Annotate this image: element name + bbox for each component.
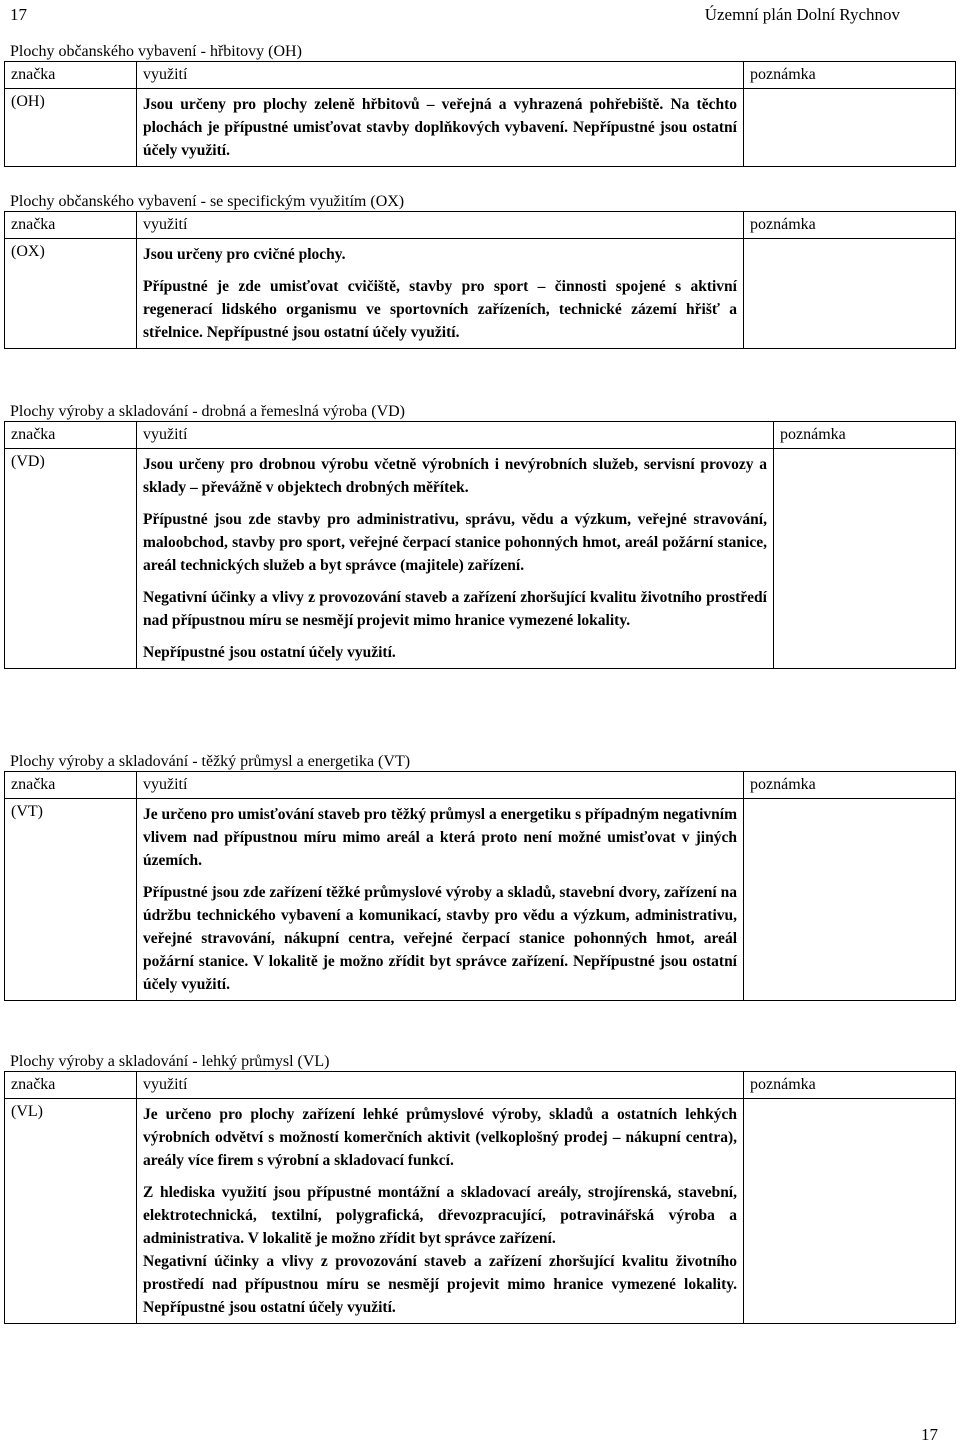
header-note: poznámka (744, 1072, 956, 1099)
area-code: (OX) (5, 239, 137, 349)
usage-paragraph: Negativní účinky a vlivy z provozování staveb a zařízení zhoršující kvalitu životního prostředí nad přípustnou míru se nesmějí projevit mimo hranice vymezené lokality. (143, 589, 767, 629)
note-cell (744, 1099, 956, 1324)
note-cell (744, 89, 956, 167)
table-row (5, 239, 956, 349)
area-code: (VL) (5, 1099, 137, 1324)
header-usage: využití (137, 1072, 744, 1099)
table-header-row (5, 772, 956, 799)
table-row (5, 799, 956, 1001)
table-header-row (5, 212, 956, 239)
note-cell (744, 799, 956, 1001)
section-title: Plochy občanského vybavení - se specifickým využitím (OX) (10, 193, 405, 210)
usage-paragraph: Nepřípustné jsou ostatní účely využití. (143, 644, 396, 661)
header-code: značka (5, 422, 137, 449)
page-number-bottom: 17 (921, 1425, 938, 1444)
section-vd (4, 402, 956, 669)
usage-cell (137, 1099, 744, 1324)
note-cell (774, 449, 956, 669)
header-code: značka (5, 212, 137, 239)
page-header (10, 5, 900, 29)
header-usage: využití (137, 212, 744, 239)
usage-cell (137, 799, 744, 1001)
regulation-table (4, 211, 956, 349)
area-code: (VT) (5, 799, 137, 1001)
table-header-row (5, 422, 956, 449)
header-usage: využití (137, 62, 744, 89)
header-note: poznámka (744, 212, 956, 239)
header-note: poznámka (744, 772, 956, 799)
section-vl (4, 1052, 956, 1324)
regulation-table (4, 771, 956, 1001)
usage-cell (137, 449, 774, 669)
header-note: poznámka (774, 422, 956, 449)
section-title: Plochy výroby a skladování - drobná a řemeslná výroba (VD) (10, 403, 405, 420)
usage-cell (137, 89, 744, 167)
table-header-row (5, 1072, 956, 1099)
section-title: Plochy výroby a skladování - těžký průmysl a energetika (VT) (10, 753, 411, 770)
usage-paragraph: Jsou určeny pro cvičné plochy. (143, 246, 346, 263)
table-row (5, 1099, 956, 1324)
usage-paragraph: Z hlediska využití jsou přípustné montážní a skladovací areály, strojírenská, stavební, elektrotechnická, textilní, polygrafická, dřevozpracující, potravinářská výroba a administrativa. V lokalitě je možno zřídit byt správce zařízení. (143, 1184, 737, 1247)
table-row (5, 449, 956, 669)
document-title: Územní plán Dolní Rychnov (704, 5, 900, 24)
table-header-row (5, 62, 956, 89)
usage-paragraph: Přípustné jsou zde zařízení těžké průmyslové výroby a skladů, stavební dvory, zařízení na údržbu technického vybavení a komunikací, stavby pro vědu a výzkum, administrativu, veřejné stravování, nákupní centra, veřejné čerpací stanice pohonných hmot, areál požární stanice. V lokalitě je možno zřídit byt správce zařízení. Nepřípustné jsou ostatní účely využití. (143, 884, 737, 993)
note-cell (744, 239, 956, 349)
regulation-table (4, 61, 956, 167)
section-title: Plochy občanského vybavení - hřbitovy (OH) (10, 43, 302, 60)
header-code: značka (5, 62, 137, 89)
regulation-table (4, 1071, 956, 1324)
usage-paragraph: Přípustné jsou zde stavby pro administrativu, správu, vědu a výzkum, veřejné stravování, maloobchod, stavby pro sport, veřejné čerpací stanice pohonných hmot, areál požární stanice, areál technických služeb a byt správce (majitele) zařízení. (143, 511, 767, 574)
page-number-top: 17 (10, 5, 27, 24)
header-note: poznámka (744, 62, 956, 89)
usage-cell (137, 239, 744, 349)
usage-paragraph: Jsou určeny pro plochy zeleně hřbitovů – veřejná a vyhrazená pohřebiště. Na těchto plochách je přípustné umisťovat stavby doplňkových vybavení. Nepřípustné jsou ostatní účely využití. (143, 96, 737, 159)
usage-paragraph: Přípustné je zde umisťovat cvičiště, stavby pro sport – činnosti spojené s aktivní regenerací lidského organismu ve sportovních zařízeních, technické zázemí hřišť a střelnice. Nepřípustné jsou ostatní účely využití. (143, 278, 737, 341)
regulation-table (4, 421, 956, 669)
usage-paragraph: Jsou určeny pro drobnou výrobu včetně výrobních i nevýrobních služeb, servisní provozy a sklady – převážně v objektech drobných měřítek. (143, 456, 767, 496)
section-vt (4, 752, 956, 1001)
area-code: (VD) (5, 449, 137, 669)
area-code: (OH) (5, 89, 137, 167)
header-code: značka (5, 772, 137, 799)
usage-paragraph: Je určeno pro umisťování staveb pro těžký průmysl a energetiku s případným negativním vlivem nad přípustnou míru mimo areál a která proto není možné umisťovat v jiných územích. (143, 806, 737, 869)
usage-paragraph: Negativní účinky a vlivy z provozování staveb a zařízení zhoršující kvalitu životního prostředí nad přípustnou míru se nesmějí projevit mimo hranice vymezené lokality. Nepřípustné jsou ostatní účely využití. (143, 1253, 737, 1316)
section-oh (4, 42, 956, 167)
table-row (5, 89, 956, 167)
header-code: značka (5, 1072, 137, 1099)
section-title: Plochy výroby a skladování - lehký průmysl (VL) (10, 1053, 330, 1070)
header-usage: využití (137, 772, 744, 799)
usage-paragraph: Je určeno pro plochy zařízení lehké průmyslové výroby, skladů a ostatních lehkých výrobních odvětví s možností komerčních aktivit (velkoplošný prodej – nákupní centra), areály více firem s výrobní a skladovací funkcí. (143, 1106, 737, 1169)
header-usage: využití (137, 422, 774, 449)
section-ox (4, 192, 956, 349)
